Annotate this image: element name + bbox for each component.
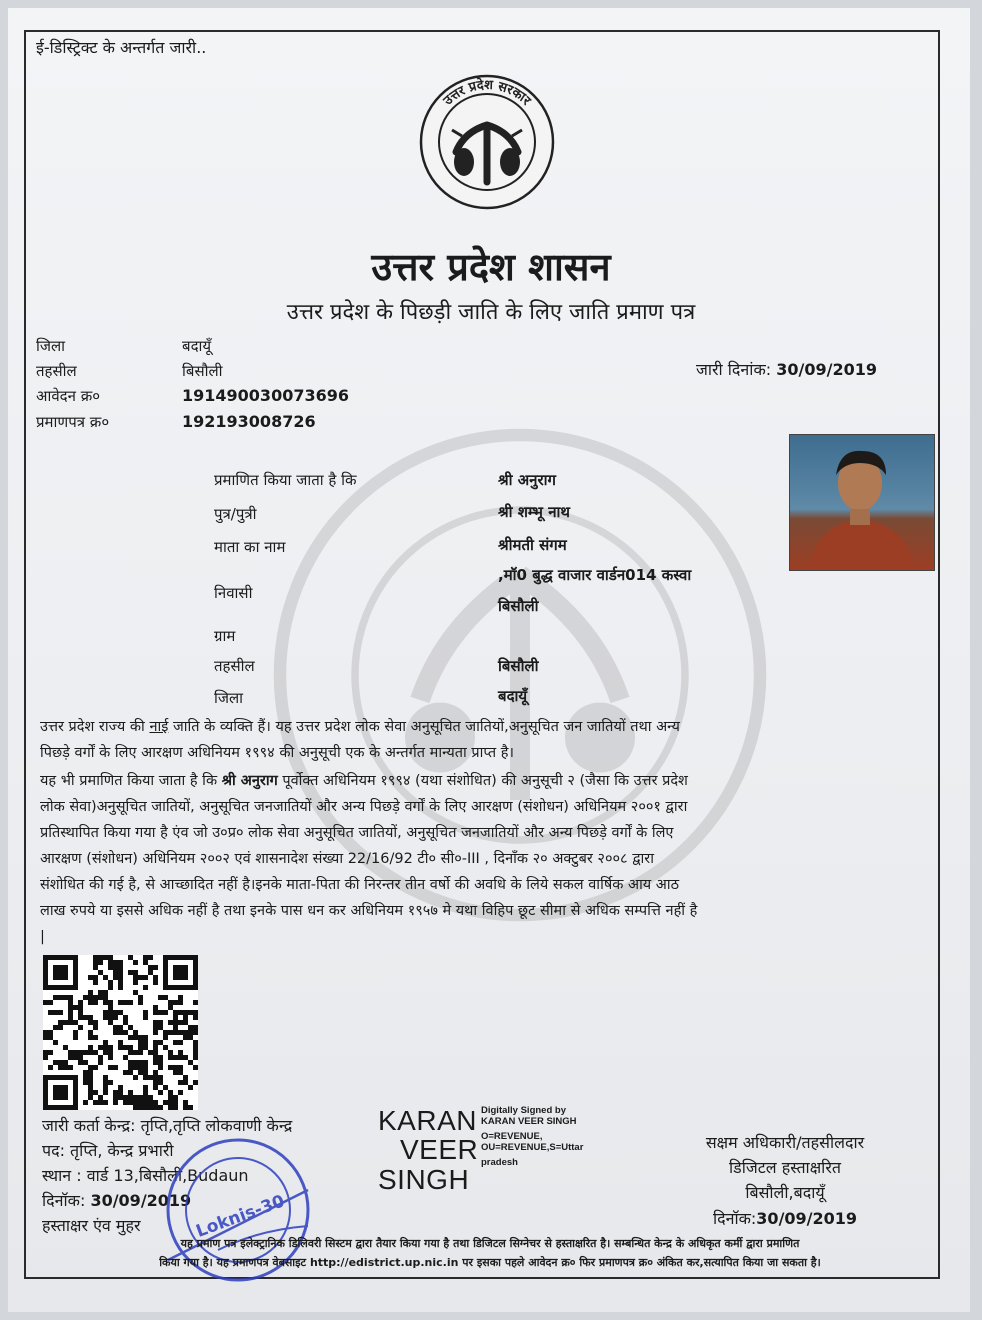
caste-paragraph-line2: पिछड़े वर्गों के लिए आरक्षण अधिनियम १९९४ की अनुसूची एक के अन्तर्गत मान्यता प्राप्त है। [40,745,514,761]
issue-date [696,360,877,379]
tehsil-label: तहसील [36,362,77,380]
district-label: जिला [36,337,66,355]
resident-label: निवासी [214,584,253,602]
certified-label: प्रमाणित किया जाता है कि [214,471,357,489]
issuer-date-label: दिनॉक: [42,1191,91,1210]
detail-tehsil-value: बिसौली [498,657,539,675]
caste-paragraph-line1: उत्तर प्रदेश राज्य की नाई जाति के व्यक्ति हैं। यह उत्तर प्रदेश लोक सेवा अनुसूचित जातियों,अनुसूचित जन जातियों तथा अन्य [40,719,680,735]
mother-label: माता का नाम [214,538,286,556]
issuing-centre: जारी कर्ता केन्द्र: तृप्ति,तृप्ति लोकवाणी केन्द्र [42,1116,293,1135]
digital-signature-details [481,1106,583,1169]
certification-line4: आरक्षण (संशोधन) अधिनियम २००२ एवं शासनादेश संख्या 22/16/92 टी० सी०-III , दिनाँक २० अक्टुबर २००८ द्वारा [40,851,654,867]
up-government-emblem [412,70,562,210]
signature-detail-2: KARAN VEER SINGH [481,1115,577,1127]
authority-block [640,1133,930,1228]
issue-date-label: जारी दिनांक: [696,360,772,379]
village-label: ग्राम [214,627,236,645]
issuer-date-value: 30/09/2019 [90,1191,192,1210]
signature-detail-3: O=REVENUE, [481,1130,543,1142]
caste-name: नाई [149,719,169,735]
applicant-name: श्री अनुराग [498,471,556,489]
certification-line3: प्रतिस्थापित किया गया है एंव जो उ०प्र० लोक सेवा अनुसूचित जातियों, अनुसूचित जनजातियों और अन्य पिछड़े वर्गों के लिए [40,825,674,841]
certification-end-mark: | [40,929,45,945]
certificate-number-value: 192193008726 [182,412,316,431]
applicant-photo [789,434,935,571]
signature-detail-4: OU=REVENUE,S=Uttar [481,1141,584,1153]
footer-line2: किया गया है। यह प्रमाणपत्र वेबसाइट http://edistrict.up.nic.in पर इसका पहले आवेदन क्र० फिर प्रमाणपत्र क्र० अंकित कर,सत्यापित किया जा सकता है। [159,1256,821,1269]
signature-detail-1: Digitally Signed by [481,1105,566,1116]
detail-district-label: जिला [214,689,244,707]
issuer-place-label: स्थान : [42,1166,87,1185]
signature-detail-5: pradesh [481,1156,518,1168]
authority-date-value: 30/09/2019 [756,1208,858,1228]
authority-title: सक्षम अधिकारी/तहसीलदार [705,1133,865,1152]
footer-line1: यह प्रमाण पत्र इलेक्ट्रानिक डिलिवरी सिस्टम द्वारा तैयार किया गया है तथा डिजिटल सिग्नेचर से हस्ताक्षरित है। सम्बन्धित केन्द्र के अधिकृत कर्मी द्वारा प्रमाणित [180,1237,800,1250]
father-name: श्री शम्भू नाथ [498,503,570,521]
signer-name-line1: KARAN [378,1105,477,1136]
application-number-value: 191490030073696 [182,386,349,405]
issue-date-value: 30/09/2019 [776,360,877,379]
digital-signature [378,1106,478,1194]
certification-line5: संशोधित की गई है, से आच्छादित नहीं है।इनके माता-पिता की निरन्तर तीन वर्षो की अवधि के लिये सकल वार्षिक आय आठ [40,877,680,893]
person-photo-icon [790,435,934,570]
authority-signed: डिजिटल हस्ताक्षरित [729,1158,841,1178]
application-number-label: आवेदन क्र० [36,387,101,405]
certification-line1: यह भी प्रमाणित किया जाता है कि श्री अनुराग पूर्वोक्त अधिनियम १९९४ (यथा संशोधित) की अनुसूची २ (जैसा कि उत्तर प्रदेश [40,773,688,789]
detail-tehsil-label: तहसील [214,657,255,675]
authority-place: बिसौली,बदायूँ [745,1183,825,1203]
certification-line2: लोक सेवा)अनुसूचित जातियों, अनुसूचित जनजातियों और अन्य पिछड़े वर्गों के लिए आरक्षण (संशोधन) अधिनियम २००१ द्वारा [40,799,688,815]
qr-code-icon [43,955,198,1110]
sign-and-seal-label: हस्ताक्षर एंव मुहर [42,1216,141,1235]
certificate-number-label: प्रमाणपत्र क्र० [36,413,110,431]
signer-name-line3: SINGH [378,1163,470,1195]
page-title: उत्तर प्रदेश शासन [371,245,611,289]
qr-code[interactable] [43,955,198,1110]
resident-address-line1: ,मॉ0 बुद्ध वाजार वार्डन014 कस्वा [498,566,692,584]
stamp-text: Loknis-30 [193,1191,288,1242]
authority-date-label: दिनॉक: [712,1208,757,1228]
authority-date [640,1209,930,1228]
emblem-text: उत्तर प्रदेश सरकार [440,77,534,109]
certificate-subtitle: उत्तर प्रदेश के पिछड़ी जाति के लिए जाति प्रमाण पत्र [286,300,696,325]
mother-name: श्रीमती संगम [498,536,567,554]
certified-person-name: श्री अनुराग [221,773,278,789]
caste-paragraph [40,714,930,766]
resident-address-line2: बिसौली [498,597,539,615]
issued-under-text: ई-डिस्ट्रिक्ट के अन्तर्गत जारी.. [36,38,207,57]
verification-link[interactable]: http://edistrict.up.nic.in [309,1256,459,1269]
certification-line6: लाख रुपये या इससे अधिक नहीं है तथा इनके पास धन कर अधिनियम १९५७ मे यथा विहिप छूट सीमा से अधिक सम्पत्ति नहीं है [40,903,698,919]
tehsil-value: बिसौली [182,362,223,380]
detail-district-value: बदायूँ [498,687,528,705]
signer-name-line2: VEER [400,1134,479,1166]
issuer-place-value: वार्ड 13,बिसौली,Budaun [86,1166,249,1185]
child-of-label: पुत्र/पुत्री [214,505,257,523]
district-value: बदायूँ [182,337,212,355]
certification-paragraph [40,768,930,950]
issuer-post: पद: तृप्ति, केन्द्र प्रभारी [42,1141,174,1160]
